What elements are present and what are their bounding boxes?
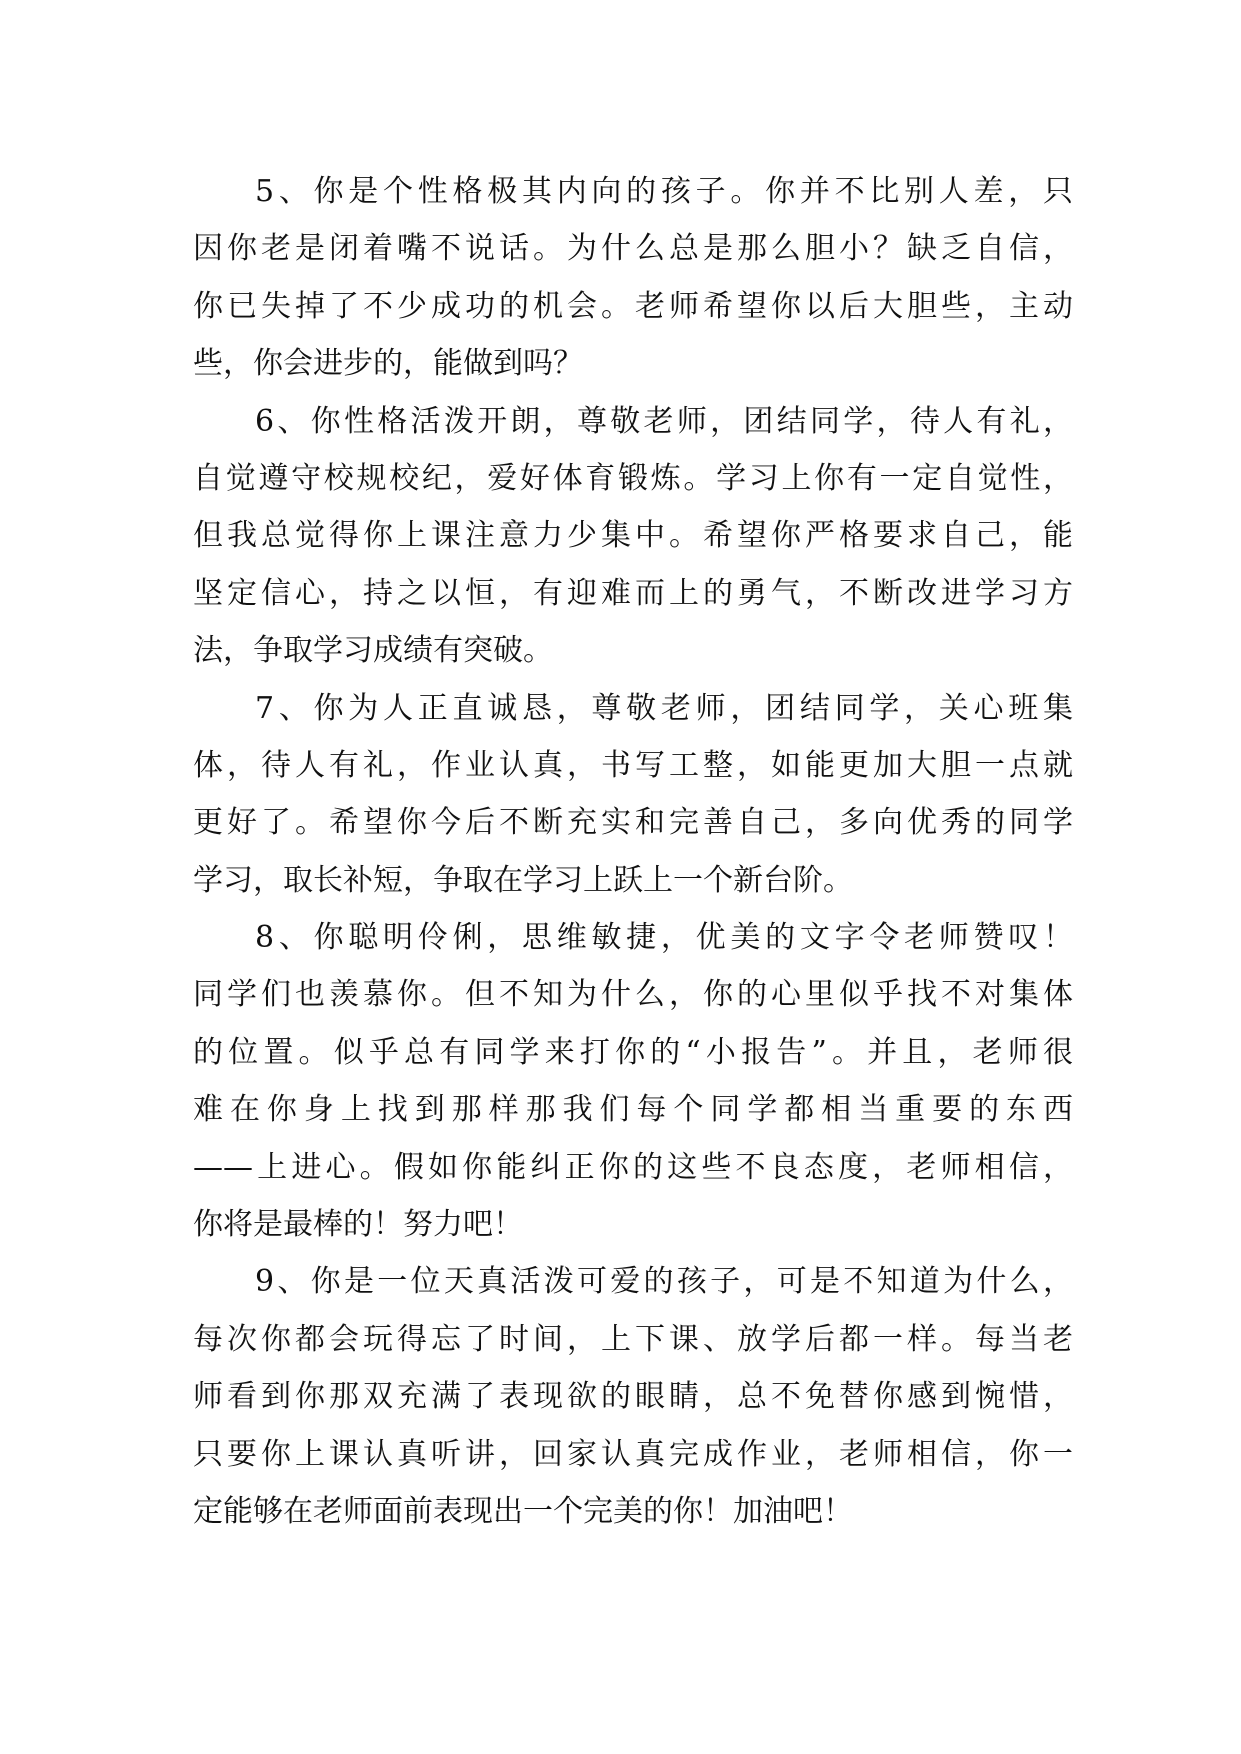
- paragraph-line: 师看到你那双充满了表现欲的眼睛，总不免替你感到惋惜，: [193, 1379, 1073, 1415]
- paragraph-line: 只要你上课认真听讲，回家认真完成作业，老师相信，你一: [193, 1436, 1073, 1472]
- paragraph-line: ——上进心。假如你能纠正你的这些不良态度，老师相信，: [193, 1149, 1073, 1185]
- paragraph-line: 坚定信心，持之以恒，有迎难而上的勇气，不断改进学习方: [193, 575, 1073, 611]
- paragraph-line: 每次你都会玩得忘了时间，上下课、放学后都一样。每当老: [193, 1321, 1073, 1357]
- paragraph-line: 同学们也羡慕你。但不知为什么，你的心里似乎找不对集体: [193, 977, 1073, 1013]
- paragraph-7: [193, 680, 1073, 910]
- paragraph-line: 些，你会进步的，能做到吗？: [193, 346, 583, 382]
- paragraph-5: [193, 163, 1073, 393]
- paragraph-line: 但我总觉得你上课注意力少集中。希望你严格要求自己，能: [193, 518, 1073, 554]
- paragraph-line: 体，待人有礼，作业认真，书写工整，如能更加大胆一点就: [193, 747, 1073, 783]
- paragraph-line: 8、你聪明伶俐，思维敏捷，优美的文字令老师赞叹！: [255, 920, 1073, 956]
- paragraph-line: 因你老是闭着嘴不说话。为什么总是那么胆小？缺乏自信，: [193, 231, 1073, 267]
- paragraph-line: 定能够在老师面前表现出一个完美的你！加油吧！: [193, 1493, 853, 1529]
- paragraph-line: 自觉遵守校规校纪，爱好体育锻炼。学习上你有一定自觉性，: [193, 460, 1073, 496]
- paragraph-9: [193, 1253, 1073, 1540]
- paragraph-6: [193, 393, 1073, 680]
- paragraph-line: 学习，取长补短，争取在学习上跃上一个新台阶。: [193, 862, 853, 898]
- paragraph-line: 7、你为人正直诚恳，尊敬老师，团结同学，关心班集: [255, 690, 1073, 726]
- paragraph-line: 的位置。似乎总有同学来打你的“小报告”。并且，老师很: [193, 1034, 1073, 1070]
- paragraph-line: 9、你是一位天真活泼可爱的孩子，可是不知道为什么，: [255, 1264, 1073, 1300]
- paragraph-line: 你将是最棒的！努力吧！: [193, 1207, 523, 1243]
- paragraph-line: 更好了。希望你今后不断充实和完善自己，多向优秀的同学: [193, 805, 1073, 841]
- paragraph-line: 难在你身上找到那样那我们每个同学都相当重要的东西: [193, 1092, 1073, 1128]
- paragraph-8: [193, 909, 1073, 1253]
- document-body: [193, 163, 1073, 1540]
- paragraph-line: 法，争取学习成绩有突破。: [193, 633, 553, 669]
- paragraph-line: 5、你是个性格极其内向的孩子。你并不比别人差，只: [255, 174, 1073, 209]
- paragraph-line: 6、你性格活泼开朗，尊敬老师，团结同学，待人有礼，: [255, 403, 1073, 439]
- paragraph-line: 你已失掉了不少成功的机会。老师希望你以后大胆些，主动: [193, 288, 1073, 324]
